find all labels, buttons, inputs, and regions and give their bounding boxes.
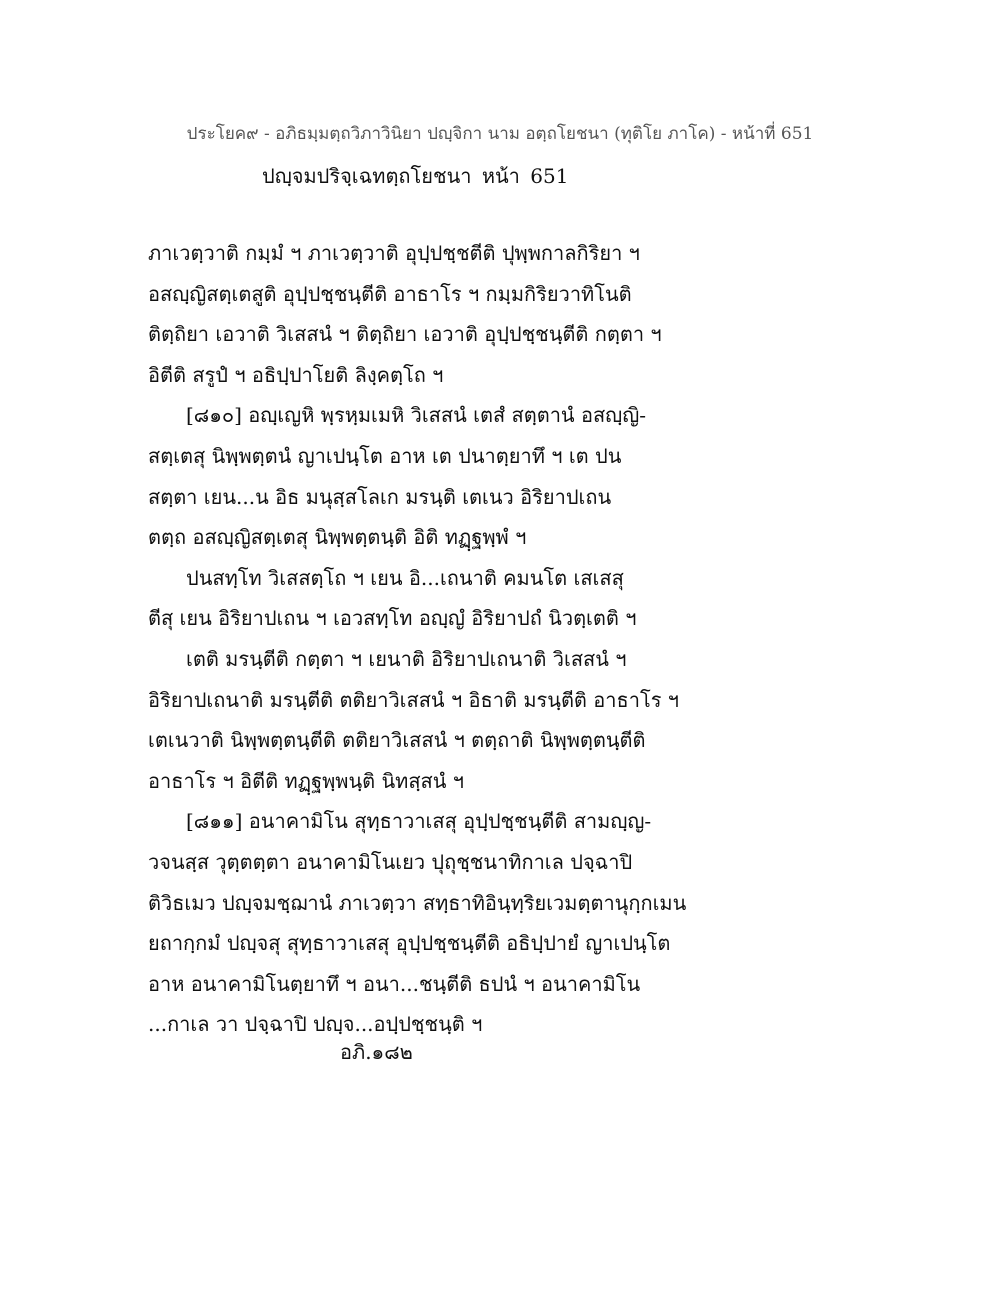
text-line: อาธาโร ฯ อิตีติ ทฏฺฐพฺพนฺติ นิทสฺสนํ ฯ — [148, 768, 465, 793]
text-line: อิตีติ สรูปํ ฯ อธิปฺปาโยติ ลิงฺคตฺโถ ฯ — [148, 362, 444, 387]
paragraph-start-line: [๘๑๑] อนาคามิโน สุทฺธาวาเสสุ อุปฺปชฺชนฺตีติ สามญฺญ- — [186, 809, 652, 834]
text-line: เตเนวาติ นิพฺพตฺตนฺตีติ ตติยาวิเสสนํ ฯ ตตฺถาติ นิพฺพตฺตนฺตีติ — [148, 728, 646, 753]
paragraph-start-line: เตติ มรนฺตีติ กตฺตา ฯ เยนาติ อิริยาปเถนาติ วิเสสนํ ฯ — [186, 646, 627, 671]
text-line: อิริยาปเถนาติ มรนฺตีติ ตติยาวิเสสนํ ฯ อิธาติ มรนฺตีติ อาธาโร ฯ — [148, 687, 680, 712]
text-line: ยถากฺกมํ ปญฺจสุ สุทฺธาวาเสสุ อุปฺปชฺชนฺตีติ อธิปฺปายํ ญาเปนฺโต — [148, 931, 671, 956]
body-text — [148, 233, 868, 1045]
text-line: ...กาเล วา ปจฺฉาปิ ปญฺจ...อปฺปชฺชนฺติ ฯ — [148, 1012, 483, 1037]
running-header: ประโยค๙ - อภิธมฺมตฺถวิภาวินิยา ปญฺจิกา นาม อตฺถโยชนา (ทุติโย ภาโค) - หน้าที่ 651 — [186, 124, 814, 144]
text-line: วจนสฺส วุตฺตตฺตา อนาคามิโนเยว ปุถุชฺชนาทิกาเล ปจฺฉาปิ — [148, 849, 633, 874]
paragraph-start-line: [๘๑๐] อญฺเญหิ พฺรหฺมเมหิ วิเสสนํ เตสํ สตฺตานํ อสญฺญิ- — [186, 403, 647, 428]
paragraph-start-line: ปนสทฺโท วิเสสตฺโถ ฯ เยน อิ...เถนาติ คมนโต เสเสสุ — [186, 565, 624, 590]
text-line: สตฺตา เยน...น อิธ มนุสฺสโลเก มรนฺติ เตเนว อิริยาปเถน — [148, 484, 612, 509]
text-line: ภาเวตฺวาติ กมฺมํ ฯ ภาเวตฺวาติ อุปฺปชฺชตีติ ปุพฺพกาลกิริยา ฯ — [148, 241, 640, 265]
text-line: ติวิธเมว ปญฺจมชฺฌานํ ภาเวตฺวา สทฺธาทิอินฺทฺริยเวมตฺตานุกฺกเมน — [148, 890, 687, 915]
text-line: ตตฺถ อสญฺญิสตฺเตสุ นิพฺพตฺตนฺติ อิติ ทฏฺฐพฺพํ ฯ — [148, 525, 527, 550]
chapter-title: ปญฺจมปริจฺเฉทตฺถโยชนา หน้า 651 — [262, 164, 569, 188]
footer-reference: อภิ.๑๘๒ — [340, 1040, 413, 1064]
text-line: อสญฺญิสตฺเตสูติ อุปฺปชฺชนฺตีติ อาธาโร ฯ กมฺมกิริยวาทิโนติ — [148, 281, 632, 306]
text-line: สตฺเตสุ นิพฺพตฺตนํ ญาเปนฺโต อาห เต ปนาตฺยาทึ ฯ เต ปน — [148, 443, 622, 468]
text-line: อาห อนาคามิโนตฺยาทึ ฯ อนา...ชนฺตีติ ธปนํ ฯ อนาคามิโน — [148, 971, 641, 996]
text-line: ติตฺถิยา เอวาติ วิเสสนํ ฯ ติตฺถิยา เอวาติ อุปฺปชฺชนฺตีติ กตฺตา ฯ — [148, 322, 662, 347]
text-line: ตีสุ เยน อิริยาปเถน ฯ เอวสทฺโท อญฺญํ อิริยาปถํ นิวตฺเตติ ฯ — [148, 606, 637, 631]
